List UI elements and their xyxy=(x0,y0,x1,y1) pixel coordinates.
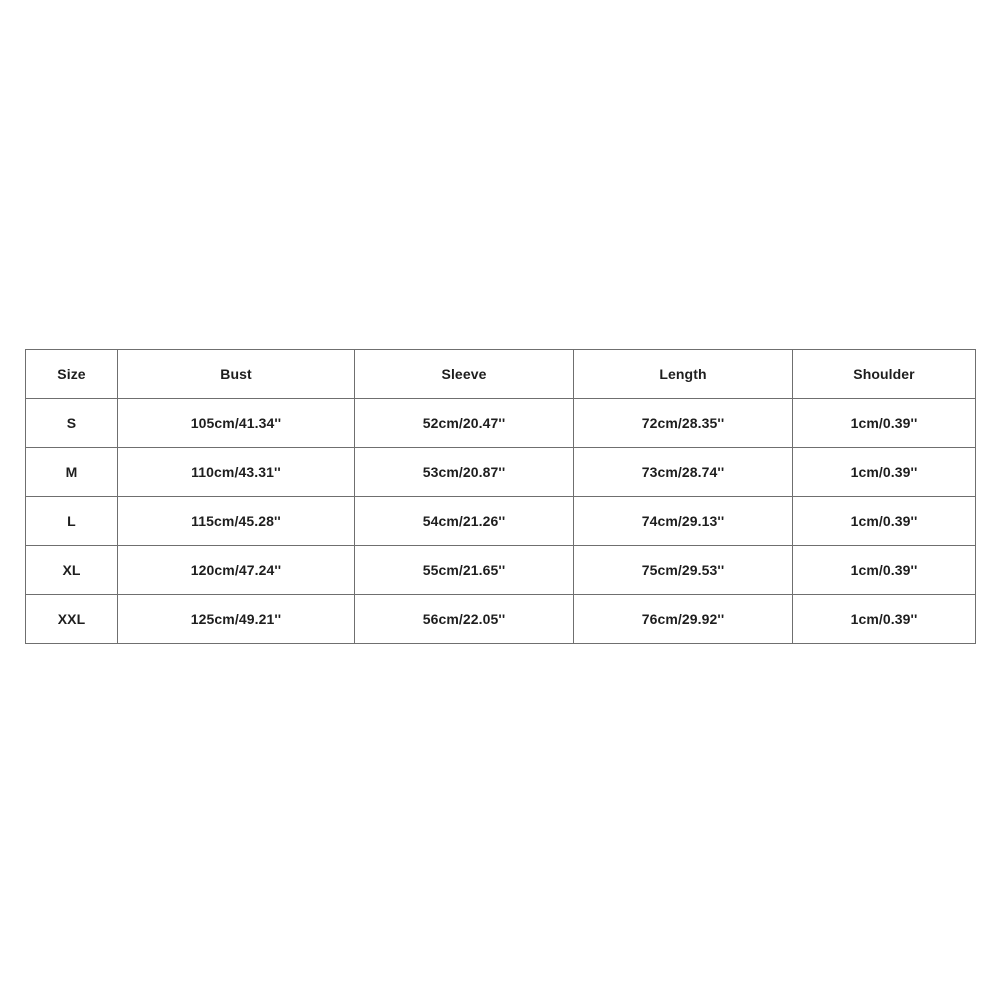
cell-length: 72cm/28.35'' xyxy=(574,399,793,448)
header-length: Length xyxy=(574,350,793,399)
cell-bust: 115cm/45.28'' xyxy=(118,497,355,546)
cell-bust: 110cm/43.31'' xyxy=(118,448,355,497)
cell-bust: 125cm/49.21'' xyxy=(118,595,355,644)
cell-sleeve: 56cm/22.05'' xyxy=(355,595,574,644)
cell-shoulder: 1cm/0.39'' xyxy=(793,399,976,448)
cell-bust: 105cm/41.34'' xyxy=(118,399,355,448)
table-row xyxy=(26,399,976,448)
cell-size: M xyxy=(26,448,118,497)
cell-shoulder: 1cm/0.39'' xyxy=(793,448,976,497)
cell-shoulder: 1cm/0.39'' xyxy=(793,546,976,595)
cell-length: 75cm/29.53'' xyxy=(574,546,793,595)
cell-sleeve: 52cm/20.47'' xyxy=(355,399,574,448)
table-header-row xyxy=(26,350,976,399)
header-shoulder: Shoulder xyxy=(793,350,976,399)
table-row xyxy=(26,595,976,644)
cell-length: 76cm/29.92'' xyxy=(574,595,793,644)
table-row xyxy=(26,448,976,497)
table-row xyxy=(26,497,976,546)
cell-sleeve: 53cm/20.87'' xyxy=(355,448,574,497)
cell-sleeve: 55cm/21.65'' xyxy=(355,546,574,595)
cell-size: S xyxy=(26,399,118,448)
cell-size: L xyxy=(26,497,118,546)
header-size: Size xyxy=(26,350,118,399)
cell-length: 73cm/28.74'' xyxy=(574,448,793,497)
cell-shoulder: 1cm/0.39'' xyxy=(793,497,976,546)
header-bust: Bust xyxy=(118,350,355,399)
cell-length: 74cm/29.13'' xyxy=(574,497,793,546)
size-chart-table xyxy=(25,349,976,644)
cell-sleeve: 54cm/21.26'' xyxy=(355,497,574,546)
cell-size: XL xyxy=(26,546,118,595)
cell-size: XXL xyxy=(26,595,118,644)
cell-shoulder: 1cm/0.39'' xyxy=(793,595,976,644)
cell-bust: 120cm/47.24'' xyxy=(118,546,355,595)
header-sleeve: Sleeve xyxy=(355,350,574,399)
table-row xyxy=(26,546,976,595)
